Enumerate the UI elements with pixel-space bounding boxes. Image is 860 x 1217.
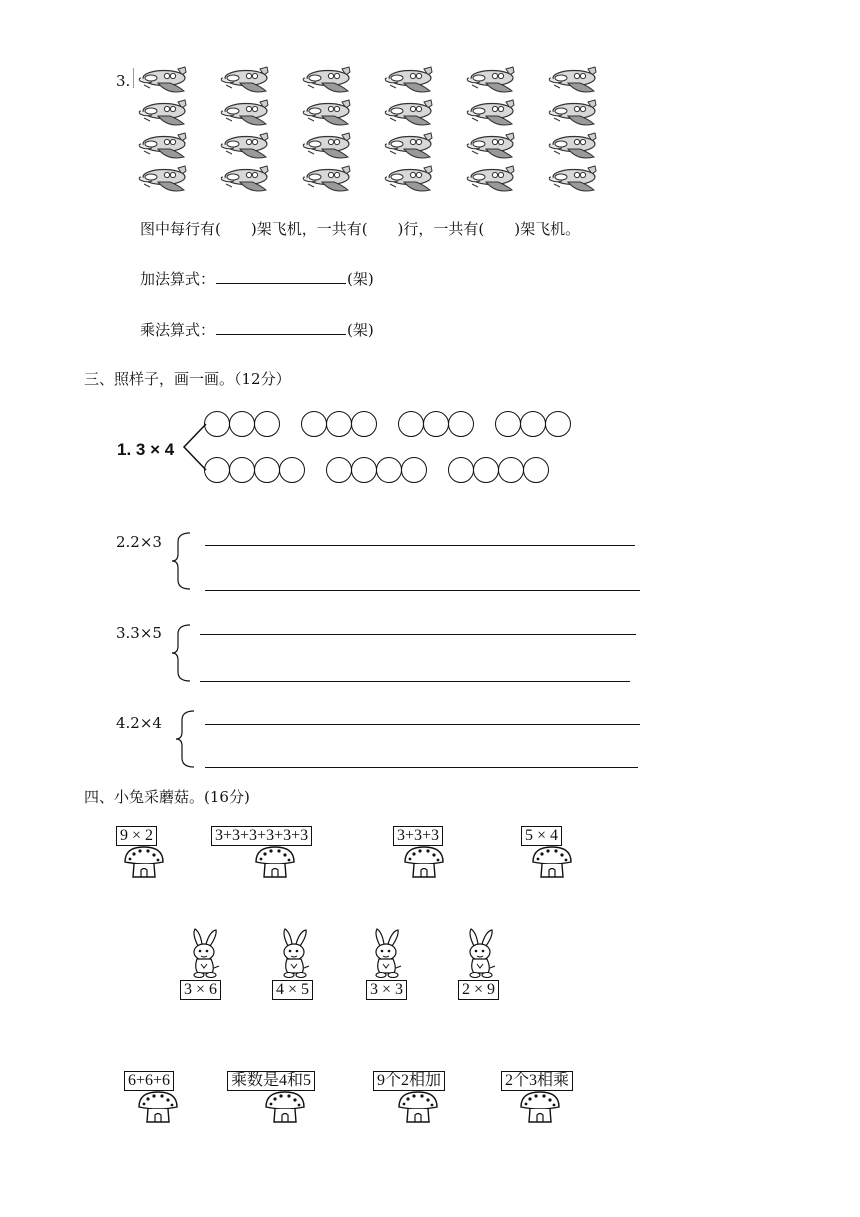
circle-icon: [229, 411, 255, 437]
mushroom-expression: 3+3+3: [393, 826, 443, 846]
circle-icon: [351, 457, 377, 483]
airplane-icon: [548, 165, 604, 199]
circle-icon: [254, 411, 280, 437]
drawing-item-label: 2.2×3: [116, 533, 162, 551]
mushroom-house-icon[interactable]: [402, 845, 446, 883]
addition-unit: (架): [347, 270, 374, 288]
rabbit-expression: 3 × 3: [366, 980, 407, 1000]
example-label: 1. 3 × 4: [117, 440, 175, 459]
multiplication-label: 乘法算式：: [140, 321, 216, 339]
circle-icon: [398, 411, 424, 437]
airplane-icon: [384, 66, 440, 100]
airplane-icon: [302, 165, 358, 199]
mushroom-house-icon[interactable]: [122, 845, 166, 883]
multiplication-unit: (架): [347, 321, 374, 339]
drawing-item-label: 3.3×5: [116, 624, 162, 642]
rabbit-expression: 2 × 9: [458, 980, 499, 1000]
airplane-icon: [220, 165, 276, 199]
circle-icon: [423, 411, 449, 437]
airplane-question-caption: 图中每行有( )架飞机，一共有( )行，一共有( )架飞机。: [140, 220, 581, 238]
airplane-icon: [302, 132, 358, 166]
circle-icon: [229, 457, 255, 483]
airplane-icon: [384, 132, 440, 166]
circle-icon: [523, 457, 549, 483]
mushroom-house-icon[interactable]: [263, 1090, 307, 1128]
airplane-icon: [466, 66, 522, 100]
drawing-answer-line[interactable]: [205, 545, 635, 546]
mushroom-house-icon[interactable]: [530, 845, 574, 883]
mushroom-expression: 5 × 4: [521, 826, 562, 846]
airplane-icon: [138, 132, 194, 166]
circle-icon: [401, 457, 427, 483]
left-brace-icon: [170, 624, 194, 682]
multiplication-formula-row: [140, 319, 374, 340]
airplane-icon: [220, 66, 276, 100]
circle-icon: [204, 411, 230, 437]
drawing-answer-line[interactable]: [205, 767, 638, 768]
mushroom-expression: 3+3+3+3+3+3: [211, 826, 312, 846]
airplane-icon: [384, 99, 440, 133]
airplane-icon: [302, 99, 358, 133]
mushroom-expression: 9个2相加: [373, 1071, 445, 1091]
circle-icon: [351, 411, 377, 437]
addition-label: 加法算式：: [140, 270, 216, 288]
airplane-icon: [138, 165, 194, 199]
airplane-icon: [220, 99, 276, 133]
circle-icon: [376, 457, 402, 483]
mushroom-house-icon[interactable]: [136, 1090, 180, 1128]
example-circles-row-2: [204, 457, 604, 485]
airplane-icon: [466, 99, 522, 133]
drawing-answer-line[interactable]: [205, 590, 640, 591]
airplane-icon: [548, 99, 604, 133]
rabbit-icon[interactable]: [462, 928, 500, 984]
circle-icon: [254, 457, 280, 483]
airplane-icon: [466, 132, 522, 166]
airplane-icon: [220, 132, 276, 166]
airplane-grid: [138, 66, 608, 196]
circle-icon: [520, 411, 546, 437]
drawing-answer-line[interactable]: [200, 634, 636, 635]
addition-answer-blank[interactable]: [216, 269, 346, 284]
airplane-icon: [466, 165, 522, 199]
mushroom-expression: 乘数是4和5: [227, 1071, 315, 1091]
drawing-answer-line[interactable]: [205, 724, 640, 725]
circle-icon: [498, 457, 524, 483]
circle-icon: [326, 411, 352, 437]
circle-icon: [301, 411, 327, 437]
mushroom-house-icon[interactable]: [253, 845, 297, 883]
circle-icon: [448, 457, 474, 483]
rabbit-expression: 4 × 5: [272, 980, 313, 1000]
left-brace-icon: [170, 532, 194, 590]
mushroom-expression: 9 × 2: [116, 826, 157, 846]
airplane-icon: [138, 99, 194, 133]
mushroom-house-icon[interactable]: [396, 1090, 440, 1128]
section-3-heading: 三、照样子，画一画。（12分）: [84, 370, 291, 388]
crop-mark: [133, 68, 135, 88]
mushroom-expression: 6+6+6: [124, 1071, 174, 1091]
circle-icon: [204, 457, 230, 483]
airplane-icon: [302, 66, 358, 100]
rabbit-icon[interactable]: [368, 928, 406, 984]
multiplication-answer-blank[interactable]: [216, 320, 346, 335]
rabbit-icon[interactable]: [276, 928, 314, 984]
rabbit-expression: 3 × 6: [180, 980, 221, 1000]
mushroom-house-icon[interactable]: [518, 1090, 562, 1128]
mushroom-expression: 2个3相乘: [501, 1071, 573, 1091]
drawing-answer-line[interactable]: [200, 681, 630, 682]
left-brace-icon: [174, 710, 198, 768]
section-4-heading: 四、小兔采蘑菇。(16分): [84, 788, 250, 806]
example-circles-row-1: [204, 411, 604, 439]
circle-icon: [545, 411, 571, 437]
airplane-icon: [138, 66, 194, 100]
airplane-icon: [384, 165, 440, 199]
circle-icon: [473, 457, 499, 483]
addition-formula-row: [140, 268, 374, 289]
drawing-item-label: 4.2×4: [116, 714, 162, 732]
rabbit-icon[interactable]: [186, 928, 224, 984]
circle-icon: [495, 411, 521, 437]
circle-icon: [279, 457, 305, 483]
airplane-icon: [548, 132, 604, 166]
question-number: 3.: [116, 72, 131, 90]
circle-icon: [448, 411, 474, 437]
airplane-icon: [548, 66, 604, 100]
circle-icon: [326, 457, 352, 483]
